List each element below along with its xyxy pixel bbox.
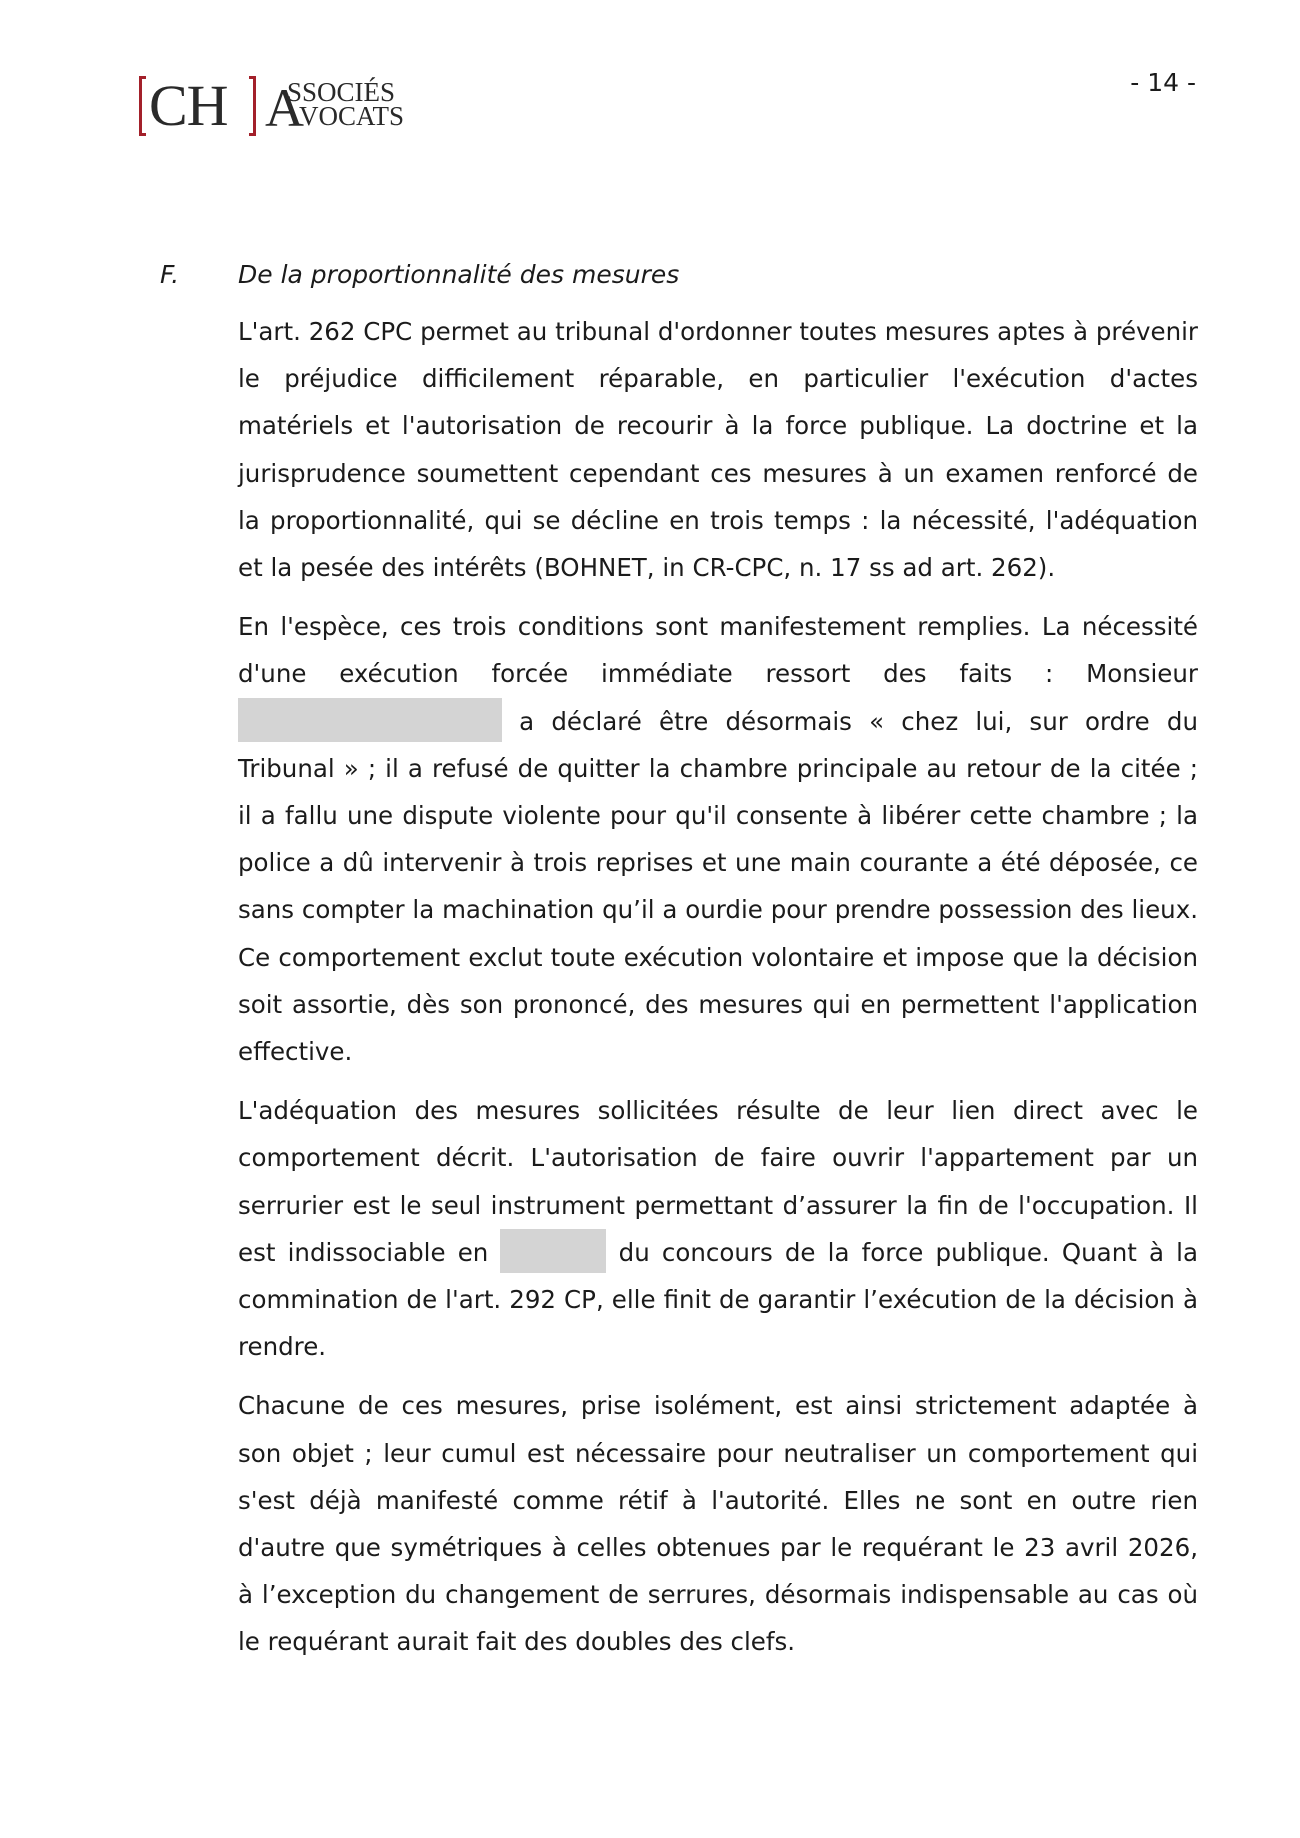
logo-word-avocats: VOCATS [299, 101, 405, 131]
paragraph-4: Chacune de ces mesures, prise isolément, est ainsi strictement adaptée à son objet ; leur cumul est nécessaire pour neutraliser un comportement qui s'est déjà manifesté comme rétif à l'autorité. Elles ne sont en outre rien d'autre que symétriques à celles obtenues par le requérant le 23 avril 2026, à l’exception du changement de serrures, désormais indispensable au cas où le requérant aurait fait des doubles des clefs. [238, 1391, 1198, 1657]
logo-initials: CH [149, 73, 228, 138]
page-number: - 14 - [1130, 68, 1196, 97]
paragraph-3 [238, 1087, 1198, 1370]
logo-left-bracket [139, 76, 146, 136]
section-letter: F. [160, 260, 180, 289]
redacted-name-block [238, 698, 502, 742]
paragraph-3-start: L'adéquation des mesures sollicitées résulte de leur lien direct avec le comportement décrit. L'autorisation de faire ouvrir l'appartement par un serrurier est le seul instrument permettant d’assurer la fin de l'occupation. Il est indissociable en [238, 1096, 1198, 1267]
paragraph-1: L'art. 262 CPC permet au tribunal d'ordonner toutes mesures aptes à prévenir le préjudice difficilement réparable, en particulier l'exécution d'actes matériels et l'autorisation de recourir à la force publique. La doctrine et la jurisprudence soumettent cependant ces mesures à un examen renforcé de la proportionnalité, qui se décline en trois temps : la nécessité, l'adéquation et la pesée des intérêts (BOHNET, in CR-CPC, n. 17 ss ad art. 262). [238, 317, 1198, 583]
paragraph-3-end: du concours de la force publique. Quant à la commination de l'art. 292 CP, elle finit de garantir l’exécution de la décision à rendre. [238, 1237, 1198, 1362]
section-title: De la proportionnalité des mesures [238, 260, 680, 289]
logo-word-associes: SSOCIÉS [287, 77, 396, 107]
logo-initial-a: A [265, 78, 304, 138]
paragraph-2-end: a déclaré être désormais « chez lui, sur ordre du Tribunal » ; il a refusé de quitter la chambre principale au retour de la citée ; il a fallu une dispute violente pour qu'il consente à libérer cette chambre ; la police a dû intervenir à trois reprises et une main courante a été déposée, ce sans compter la machination qu’il a ourdie pour prendre possession des lieux. Ce comportement exclut toute exécution volontaire et impose que la décision soit assortie, dès son prononcé, des mesures qui en permettent l'application effective. [238, 706, 1198, 1067]
paragraph-2-start: En l'espèce, ces trois conditions sont manifestement remplies. La nécessité d'une exécution forcée immédiate ressort des faits : Monsieur [238, 612, 1198, 689]
firm-logo [139, 70, 429, 140]
document-body [238, 308, 1198, 1678]
paragraph-2 [238, 603, 1198, 1075]
redacted-word-block [500, 1229, 606, 1273]
logo-right-bracket [249, 76, 256, 136]
